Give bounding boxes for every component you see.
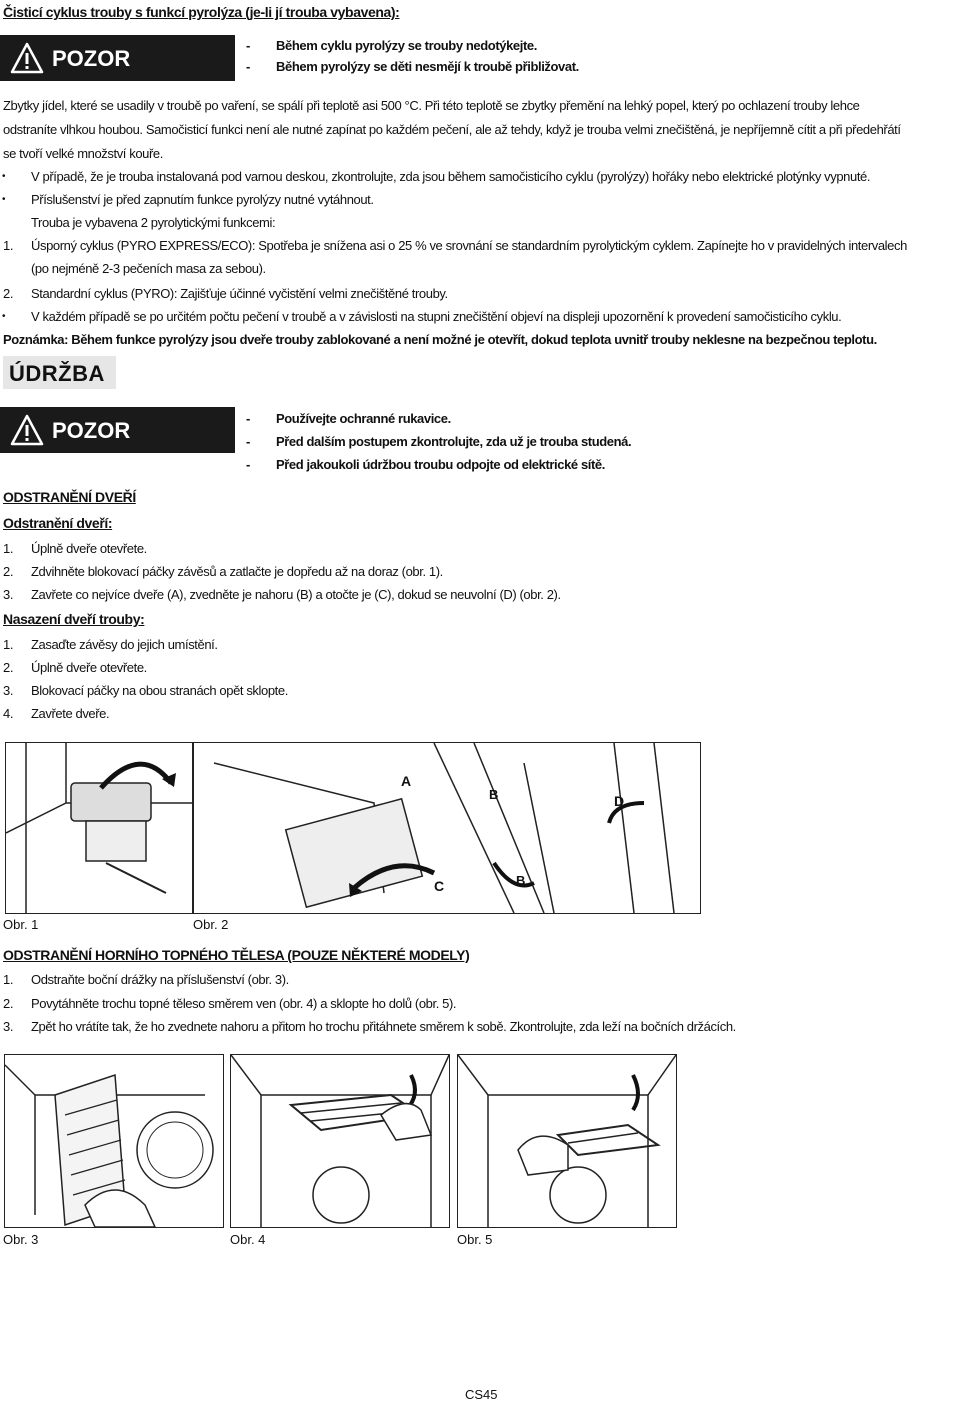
warning-line-dash: - (246, 38, 250, 53)
warning-line: Během pyrolýzy se děti nesmějí k troubě přibližovat. (276, 59, 579, 74)
figure-letter-b: B (489, 787, 499, 802)
bullet-icon: • (2, 311, 6, 322)
section-title-pyrolysis: Čisticí cyklus trouby s funkcí pyrolýza (je-li jí trouba vybavena): (3, 4, 400, 20)
warning-triangle-icon (10, 414, 44, 446)
door-section-title: ODSTRANĚNÍ DVEŘÍ (3, 489, 136, 505)
list-number: 4. (3, 706, 14, 721)
step-text: Zavřete dveře. (31, 706, 110, 721)
maintenance-heading-box (3, 356, 116, 389)
list-number: 2. (3, 660, 14, 675)
heating-section-title: ODSTRANĚNÍ HORNÍHO TOPNÉHO TĚLESA (POUZE NĚKTERÉ MODELY) (3, 947, 470, 963)
note: Poznámka: Během funkce pyrolýzy jsou dveře trouby zablokované a není možné je otevřít, dokud teplota uvnitř trouby neklesne na bezpečnou teplotu. (3, 332, 877, 347)
paragraph-line: Zbytky jídel, které se usadily v troubě po vaření, se spálí při teplotě asi 500 °C. Při této teplotě se zbytky přemění na lehký popel, který po ochlazení trouby lehce (3, 98, 860, 113)
figure-caption: Obr. 3 (3, 1232, 39, 1247)
warning-line: Před dalším postupem zkontrolujte, zda už je trouba studená. (276, 434, 632, 449)
warning-triangle-icon (10, 42, 44, 74)
figure-2-door-removal (193, 742, 701, 914)
page-number: CS45 (465, 1387, 498, 1402)
warning-line: Používejte ochranné rukavice. (276, 411, 451, 426)
warning-label: POZOR (52, 46, 131, 71)
figure-3-side-racks (4, 1054, 224, 1228)
step-text: Zasaďte závěsy do jejich umístění. (31, 637, 218, 652)
list-number: 1. (3, 541, 14, 556)
step-text: Zavřete co nejvíce dveře (A), zvedněte je nahoru (B) a otočte je (C), dokud se neuvolní (D) (obr. 2). (31, 587, 561, 602)
warning-line-dash: - (246, 411, 250, 426)
bullet-text: V každém případě se po určitém počtu pečení v troubě a v závislosti na stupni znečištění objeví na displeji upozornění k provedení samočisticího cyklu. (31, 309, 842, 324)
figure-letter-c: C (434, 878, 445, 894)
warning-line-dash: - (246, 457, 250, 472)
bullet-text: V případě, že je trouba instalovaná pod varnou deskou, zkontrolujte, zda jsou během samočisticího cyklu (pyrolýzy) hořáky nebo elektrické plotýnky vypnuté. (31, 169, 871, 184)
function-text: Standardní cyklus (PYRO): Zajišťuje účinné vyčistění velmi znečištěné trouby. (31, 286, 448, 301)
list-number: 3. (3, 587, 14, 602)
warning-line-dash: - (246, 59, 250, 74)
door-refit-title: Nasazení dveří trouby: (3, 611, 145, 627)
list-number: 1. (3, 238, 14, 253)
figure-5-heating-element-lower (457, 1054, 677, 1228)
step-text: Zdvihněte blokovací páčky závěsů a zatlačte je dopředu až na doraz (obr. 1). (31, 564, 443, 579)
list-number: 2. (3, 996, 14, 1011)
list-number: 3. (3, 683, 14, 698)
warning-box (0, 407, 235, 453)
step-text: Úplně dveře otevřete. (31, 541, 147, 556)
figure-1-hinge (5, 742, 193, 914)
figure-letter-d: D (614, 793, 625, 809)
warning-line: Před jakoukoli údržbou troubu odpojte od elektrické sítě. (276, 457, 605, 472)
function-text: (po nejméně 2-3 pečeních masa za sebou). (31, 261, 266, 276)
bullet-icon: • (2, 194, 6, 205)
warning-label: POZOR (52, 418, 131, 443)
figure-letter-b: B (516, 873, 526, 888)
step-text: Zpět ho vrátíte tak, že ho zvednete nahoru a přitom ho trochu přitáhnete směrem k sobě. Zkontrolujte, zda leží na bočních držácích. (31, 1019, 736, 1034)
warning-line: Během cyklu pyrolýzy se trouby nedotýkejte. (276, 38, 537, 53)
function-text: Úsporný cyklus (PYRO EXPRESS/ECO): Spotřeba je snížena asi o 25 % ve srovnání se standardním pyrolytickým cyklem. Zapínejte ho v pravidelných intervalech (31, 238, 907, 253)
step-text: Povytáhněte trochu topné těleso směrem ven (obr. 4) a sklopte ho dolů (obr. 5). (31, 996, 457, 1011)
list-number: 2. (3, 286, 14, 301)
list-number: 3. (3, 1019, 14, 1034)
maintenance-heading: ÚDRŽBA (9, 361, 105, 386)
figure-letter-a: A (401, 773, 412, 789)
bullet-text: Příslušenství je před zapnutím funkce pyrolýzy nutné vytáhnout. (31, 192, 374, 207)
figure-caption: Obr. 4 (230, 1232, 266, 1247)
figure-caption: Obr. 1 (3, 917, 39, 932)
figure-4-heating-element-pull (230, 1054, 450, 1228)
warning-line-dash: - (246, 434, 250, 449)
bullet-icon: • (2, 171, 6, 182)
door-removal-title: Odstranění dveří: (3, 515, 113, 531)
paragraph-line: odstraníte vlhkou houbou. Samočisticí funkci není ale nutné zapínat po každém pečení, ale až tehdy, když je trouba velmi znečištěná, je nepříjemně cítit a při předehřátí (3, 122, 901, 137)
warning-box (0, 35, 235, 81)
step-text: Odstraňte boční drážky na příslušenství (obr. 3). (31, 972, 289, 987)
list-number: 1. (3, 972, 14, 987)
paragraph-line: se tvoří velké množství kouře. (3, 146, 163, 161)
figure-caption: Obr. 2 (193, 917, 229, 932)
functions-intro: Trouba je vybavena 2 pyrolytickými funkcemi: (31, 215, 276, 230)
step-text: Úplně dveře otevřete. (31, 660, 147, 675)
list-number: 2. (3, 564, 14, 579)
list-number: 1. (3, 637, 14, 652)
step-text: Blokovací páčky na obou stranách opět sklopte. (31, 683, 288, 698)
figure-caption: Obr. 5 (457, 1232, 493, 1247)
